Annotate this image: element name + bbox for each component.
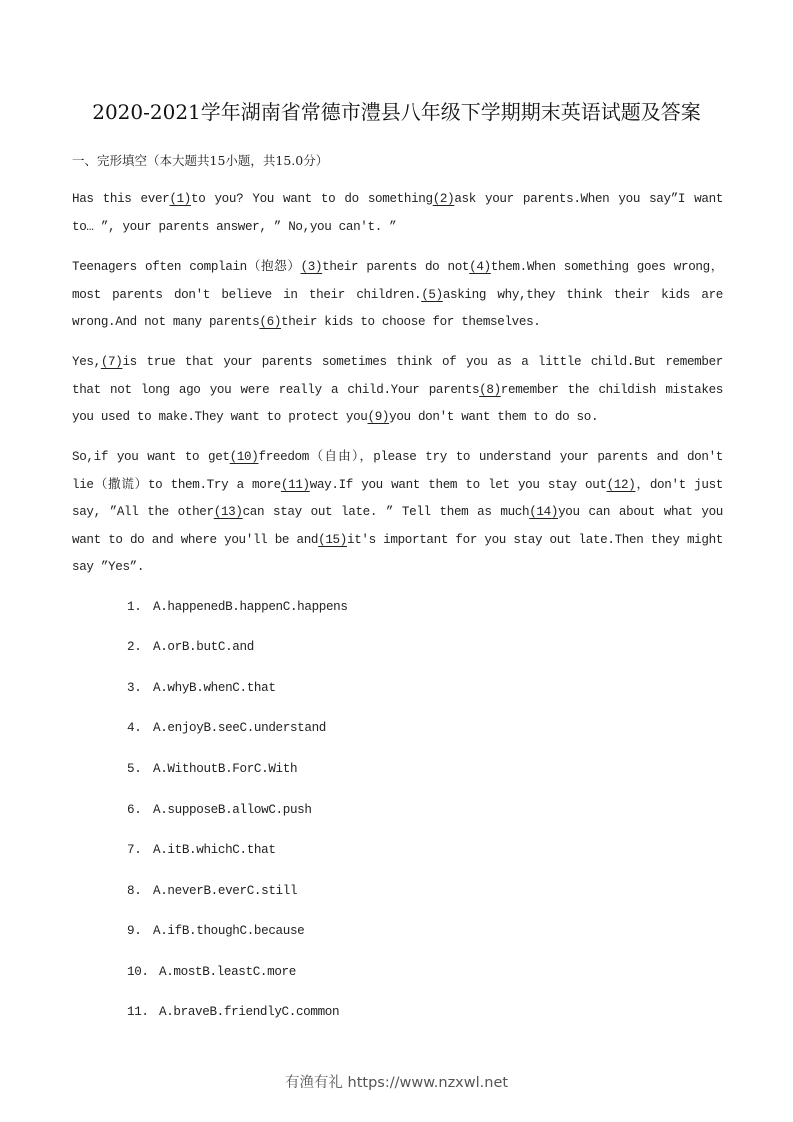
passage-text: it's important for you stay out late.Then they might say ”Yes”. xyxy=(72,532,723,574)
passage-text: you can about what you want to do and where you'll be and xyxy=(72,505,723,547)
option-item: 3. A.whyB.whenC.that xyxy=(127,681,276,695)
option-item: 4. A.enjoyB.seeC.understand xyxy=(127,721,326,735)
passage-text: their parents do not xyxy=(322,260,470,274)
blank-number: (2) xyxy=(432,192,455,206)
blank-number: (1) xyxy=(169,192,192,206)
option-item: 2. A.orB.butC.and xyxy=(127,640,254,654)
passage-text: Teenagers often complain（抱怨） xyxy=(72,260,301,274)
page-title: 2020-2021学年湖南省常德市澧县八年级下学期期末英语试题及答案 xyxy=(92,100,701,124)
passage-text: ask your parents.When you say”I want to… ”, your parents answer, ” No,you can't. ” xyxy=(72,192,723,234)
option-item: 9. A.ifB.thoughC.because xyxy=(127,924,305,938)
option-item: 6. A.supposeB.allowC.push xyxy=(127,803,312,817)
passage-paragraph-1 xyxy=(72,186,723,241)
passage-text: remember the childish mistakes you used to make.They want to protect you xyxy=(72,382,723,424)
passage-text: them.When something goes wrong，most parents don't believe in their children. xyxy=(72,260,724,302)
blank-number: (14) xyxy=(529,505,559,519)
passage-text: way.If you want them to let you stay out xyxy=(309,477,607,492)
option-item: 5. A.WithoutB.ForC.With xyxy=(127,762,298,776)
option-item: 11. A.braveB.friendlyC.common xyxy=(127,1005,340,1019)
blank-number: (11) xyxy=(280,477,310,492)
option-item: 10. A.mostB.leastC.more xyxy=(127,965,296,979)
passage-text: you don't want them to do so. xyxy=(389,410,599,424)
passage-text: Has this ever xyxy=(72,192,170,206)
passage-paragraph-3 xyxy=(72,349,723,432)
passage-text: to you? You want to do something xyxy=(191,192,433,206)
option-item: 1. A.happenedB.happenC.happens xyxy=(127,600,348,614)
passage-text: can stay out late. ” Tell them as much xyxy=(242,505,530,519)
blank-number: (9) xyxy=(367,410,390,424)
blank-number: (3) xyxy=(300,260,323,274)
passage-text: Yes, xyxy=(72,355,101,369)
passage-text: is true that your parents sometimes think of you as a little child.But remember that not long ago you were really a child.Your parents xyxy=(72,355,723,397)
option-item: 8. A.neverB.everC.still xyxy=(127,884,298,898)
passage-paragraph-4 xyxy=(72,444,723,582)
blank-number: (6) xyxy=(259,315,282,329)
passage-text: their kids to choose for themselves. xyxy=(281,315,541,329)
blank-number: (15) xyxy=(318,532,347,547)
passage-text: So,if you want to get xyxy=(72,450,230,464)
passage-text: ，don't just say, ”All the other xyxy=(72,477,723,519)
blank-number: (8) xyxy=(479,382,501,397)
blank-number: (13) xyxy=(213,505,243,519)
blank-number: (12) xyxy=(606,477,636,492)
passage-text: asking why,they think their kids are wrong.And not many parents xyxy=(72,287,723,329)
blank-number: (5) xyxy=(421,287,443,302)
blank-number: (7) xyxy=(100,355,123,369)
option-item: 7. A.itB.whichC.that xyxy=(127,843,276,857)
section-heading: 一、完形填空（本大题共15小题，共15.0分） xyxy=(72,153,329,168)
blank-number: (10) xyxy=(229,450,259,464)
watermark-footer: 有渔有礼 https://www.nzxwl.net xyxy=(284,1075,509,1091)
passage-text: freedom（自由），please try to understand your parents and don't lie（撒谎）to them.Try a more xyxy=(72,450,724,492)
passage-paragraph-2 xyxy=(72,254,723,337)
blank-number: (4) xyxy=(469,260,491,274)
